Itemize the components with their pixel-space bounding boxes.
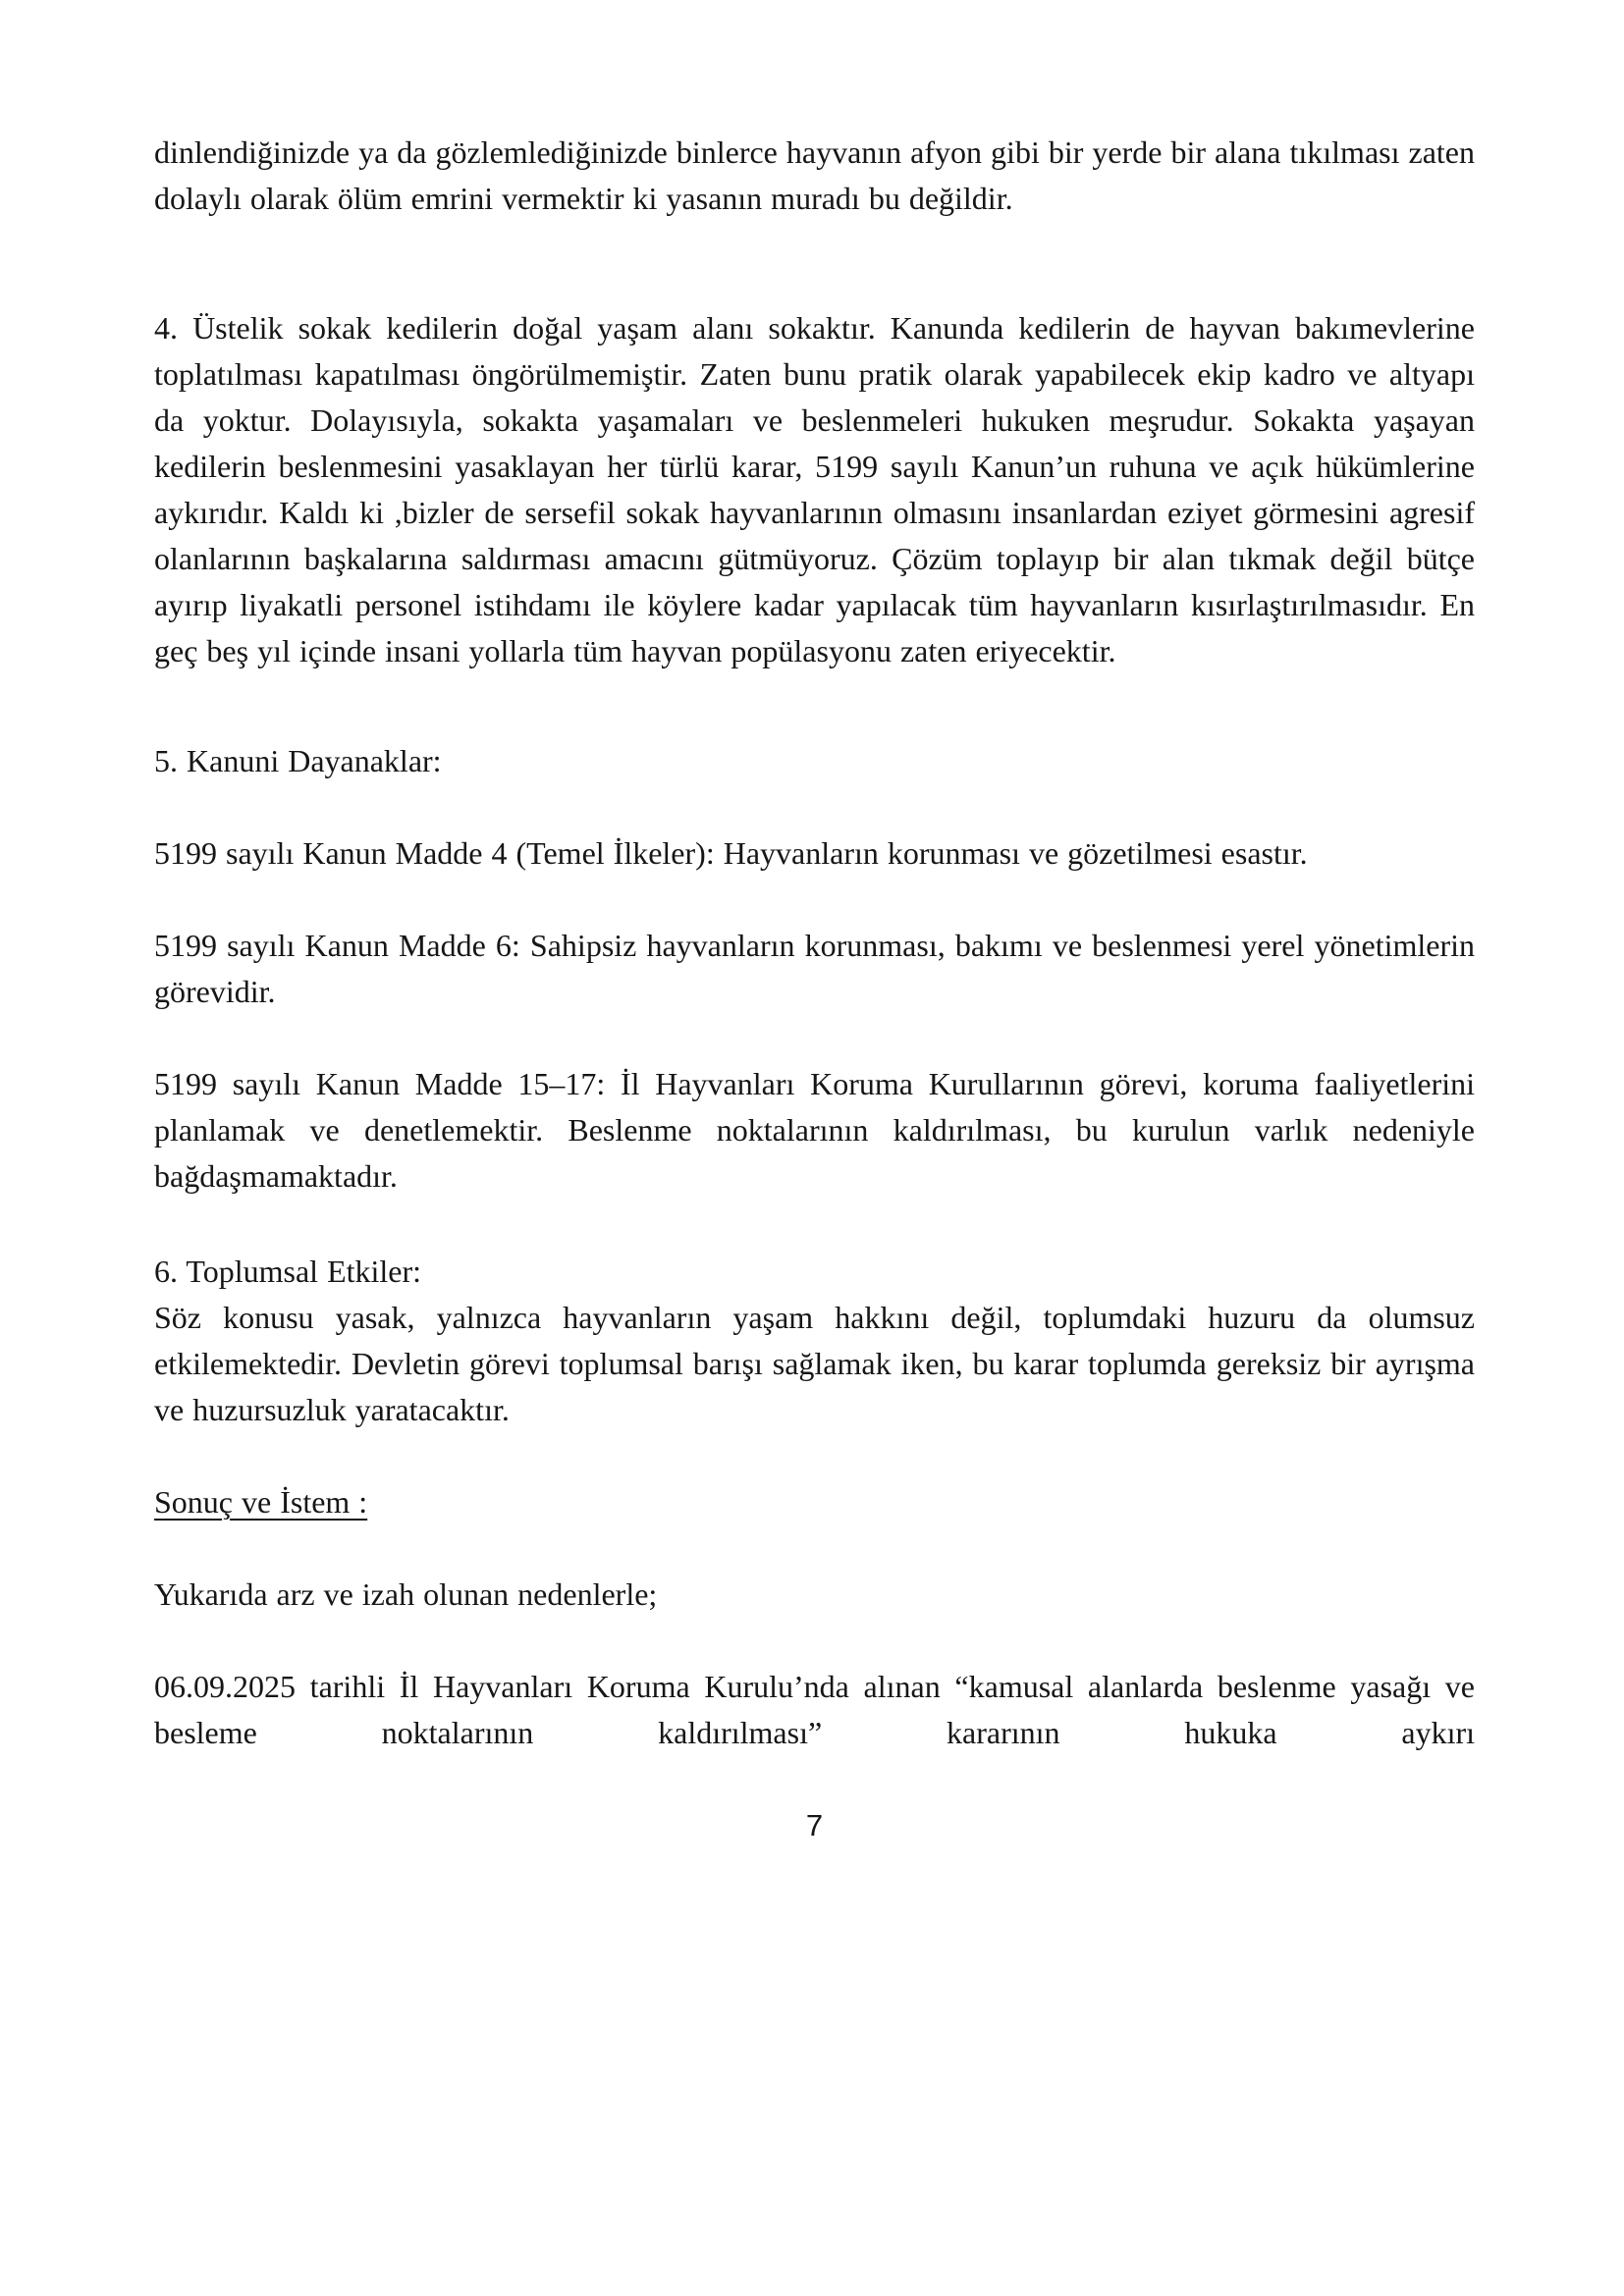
- paragraph-item-4: 4. Üstelik sokak kedilerin doğal yaşam alanı sokaktır. Kanunda kedilerin de hayvan bakımevlerine toplatılması kapatılması öngörülmemiştir. Zaten bunu pratik olarak yapabilecek ekip kadro ve altyapı da yoktur. Dolayısıyla, sokakta yaşamaları ve beslenmeleri hukuken meşrudur. Sokakta yaşayan kedilerin beslenmesini yasaklayan her türlü karar, 5199 sayılı Kanun’un ruhuna ve açık hükümlerine aykırıdır. Kaldı ki ,bizler de sersefil sokak hayvanlarının olmasını insanlardan eziyet görmesini agresif olanlarının başkalarına saldırması amacını gütmüyoruz. Çözüm toplayıp bir alan tıkmak değil bütçe ayırıp liyakatli personel istihdamı ile köylere kadar yapılacak tüm hayvanların kısırlaştırılmasıdır. En geç beş yıl içinde insani yollarla tüm hayvan popülasyonu zaten eriyecektir.: [154, 310, 1475, 668]
- paragraph-intro: dinlendiğinizde ya da gözlemlediğinizde binlerce hayvanın afyon gibi bir yerde bir alana tıkılması zaten dolaylı olarak ölüm emrini vermektir ki yasanın muradı bu değildir.: [154, 134, 1475, 216]
- paragraph-madde-4: 5199 sayılı Kanun Madde 4 (Temel İlkeler): Hayvanların korunması ve gözetilmesi esastır.: [154, 835, 1308, 871]
- paragraph-karar: 06.09.2025 tarihli İl Hayvanları Koruma Kurulu’nda alınan “kamusal alanlarda beslenme yasağı ve besleme noktalarının kaldırılması” kararının hukuka aykırı: [154, 1669, 1475, 1750]
- paragraph-madde-6: 5199 sayılı Kanun Madde 6: Sahipsiz hayvanların korunması, bakımı ve beslenmesi yerel yönetimlerin görevidir.: [154, 928, 1475, 1009]
- section-heading-6: 6. Toplumsal Etkiler:: [154, 1254, 422, 1289]
- section-heading-5: 5. Kanuni Dayanaklar:: [154, 743, 442, 778]
- paragraph-madde-15-17: 5199 sayılı Kanun Madde 15–17: İl Hayvanları Koruma Kurullarının görevi, koruma faaliyetlerini planlamak ve denetlemektir. Beslenme noktalarının kaldırılması, bu kurulun varlık nedeniyle bağdaşmamaktadır.: [154, 1066, 1475, 1194]
- page-number: 7: [805, 1808, 824, 1842]
- sonuc-ve-istem-heading: Sonuç ve İstem :: [154, 1484, 368, 1520]
- paragraph-toplumsal-etkiler: Söz konusu yasak, yalnızca hayvanların yaşam hakkını değil, toplumdaki huzuru da olumsuz etkilemektedir. Devletin görevi toplumsal barışı sağlamak iken, bu karar toplumda gereksiz bir ayrışma ve huzursuzluk yaratacaktır.: [154, 1300, 1475, 1427]
- paragraph-sonuc-intro: Yukarıda arz ve izah olunan nedenlerle;: [154, 1576, 658, 1612]
